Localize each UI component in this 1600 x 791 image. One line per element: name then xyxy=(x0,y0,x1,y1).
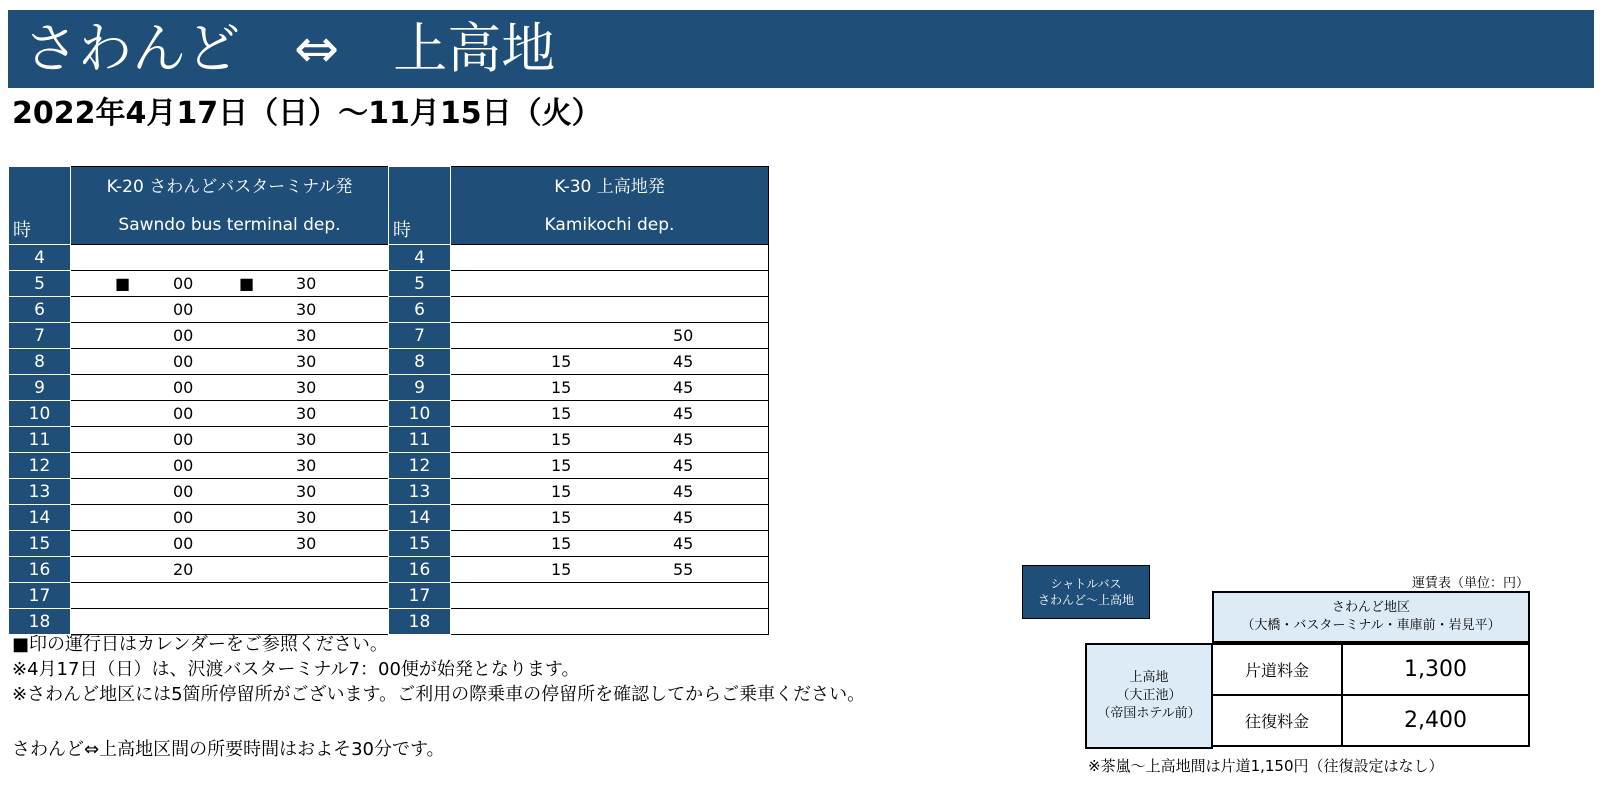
hour-cell: 7 xyxy=(389,323,451,349)
hour-label: 時 xyxy=(393,220,411,241)
hour-cell: 17 xyxy=(9,583,71,609)
fare-area-header xyxy=(1212,591,1530,643)
hour-cell: 12 xyxy=(9,453,71,479)
table-row xyxy=(9,531,389,557)
departure-minute: 00 xyxy=(173,378,194,397)
departure-minute: 15 xyxy=(551,430,572,449)
note-line: ※4月17日（日）は、沢渡バスターミナル7：00便が始発となります。 xyxy=(12,659,580,680)
operation-marker: ■ xyxy=(115,274,131,293)
hour-cell: 10 xyxy=(389,401,451,427)
hour-cell: 6 xyxy=(9,297,71,323)
area-line2: （大橋・バスターミナル・車庫前・岩見平） xyxy=(1241,618,1501,633)
fare-caption: 運賃表（単位：円） xyxy=(1412,576,1530,591)
dest-line2: （大正池） xyxy=(1116,688,1182,703)
table-row xyxy=(9,271,389,297)
hour-cell: 8 xyxy=(389,349,451,375)
minutes-cell xyxy=(451,531,769,557)
minutes-cell xyxy=(71,375,389,401)
hour-cell: 14 xyxy=(9,505,71,531)
round-trip-value: 2,400 xyxy=(1404,708,1467,733)
travel-time-note: さわんど⇔上高地区間の所要時間はおよそ30分です。 xyxy=(12,739,445,760)
departure-minute: 15 xyxy=(551,456,572,475)
departure-minute: 30 xyxy=(296,534,317,553)
departure-minute: 00 xyxy=(173,482,194,501)
table-row xyxy=(389,349,769,375)
timetable-sawando-departure xyxy=(8,166,389,635)
departure-minute: 20 xyxy=(173,560,194,579)
table-row xyxy=(389,323,769,349)
table-row xyxy=(389,557,769,583)
page-title: さわんど ⇔ 上高地 xyxy=(24,17,556,80)
hour-cell: 14 xyxy=(389,505,451,531)
minutes-cell xyxy=(451,271,769,297)
table-row xyxy=(389,505,769,531)
hour-cell: 9 xyxy=(9,375,71,401)
round-trip-label: 往復料金 xyxy=(1213,696,1343,745)
minutes-cell xyxy=(71,297,389,323)
minutes-cell xyxy=(451,401,769,427)
departure-minute: 00 xyxy=(173,274,194,293)
hour-cell: 18 xyxy=(9,609,71,635)
departure-minute: 30 xyxy=(296,300,317,319)
departure-minute: 30 xyxy=(296,430,317,449)
table-row xyxy=(9,479,389,505)
table-row xyxy=(9,349,389,375)
table-row xyxy=(9,401,389,427)
departure-minute: 30 xyxy=(296,456,317,475)
departure-minute: 45 xyxy=(673,534,694,553)
departure-minute: 30 xyxy=(296,508,317,527)
departure-minute: 30 xyxy=(296,404,317,423)
table-row xyxy=(9,453,389,479)
departure-minute: 45 xyxy=(673,456,694,475)
hour-header xyxy=(9,167,71,245)
departure-minute: 00 xyxy=(173,404,194,423)
table-row xyxy=(9,323,389,349)
departure-minute: 00 xyxy=(173,508,194,527)
one-way-label: 片道料金 xyxy=(1213,645,1343,694)
minutes-cell xyxy=(71,427,389,453)
table-row xyxy=(9,609,389,635)
departure-minute: 45 xyxy=(673,378,694,397)
minutes-cell xyxy=(451,505,769,531)
hour-cell: 6 xyxy=(389,297,451,323)
table-row xyxy=(389,401,769,427)
table-row xyxy=(9,375,389,401)
operation-marker: ■ xyxy=(239,274,255,293)
minutes-cell xyxy=(451,479,769,505)
minutes-cell xyxy=(71,349,389,375)
minutes-cell xyxy=(451,323,769,349)
hour-cell: 18 xyxy=(389,609,451,635)
departure-minute: 30 xyxy=(296,352,317,371)
departure-minute: 45 xyxy=(673,430,694,449)
departure-minute: 30 xyxy=(296,326,317,345)
departure-minute: 45 xyxy=(673,352,694,371)
departure-minute: 45 xyxy=(673,508,694,527)
table-row xyxy=(9,583,389,609)
minutes-cell xyxy=(451,349,769,375)
hour-cell: 10 xyxy=(9,401,71,427)
table-row xyxy=(389,271,769,297)
hour-cell: 5 xyxy=(389,271,451,297)
departure-minute: 15 xyxy=(551,508,572,527)
heading-ja: K-30 上高地発 xyxy=(554,176,665,197)
heading-ja: K-20 さわんどバスターミナル発 xyxy=(106,176,353,197)
departure-minute: 15 xyxy=(551,482,572,501)
shuttle-line1: シャトルバス xyxy=(1050,577,1122,591)
hour-cell: 7 xyxy=(9,323,71,349)
departure-minute: 00 xyxy=(173,534,194,553)
minutes-cell xyxy=(451,375,769,401)
shuttle-bus-label xyxy=(1022,565,1150,619)
heading-en: Sawndo bus terminal dep. xyxy=(118,214,341,235)
departure-minute: 00 xyxy=(173,430,194,449)
one-way-value: 1,300 xyxy=(1404,657,1467,682)
shuttle-line2: さわんど～上高地 xyxy=(1037,593,1134,607)
table-row xyxy=(389,531,769,557)
fare-row-round-trip xyxy=(1211,694,1530,747)
departure-minute: 15 xyxy=(551,534,572,553)
hour-cell: 11 xyxy=(9,427,71,453)
date-range: 2022年4月17日（日）～11月15日（火） xyxy=(12,96,602,131)
hour-header xyxy=(389,167,451,245)
minutes-cell xyxy=(451,297,769,323)
minutes-cell xyxy=(71,401,389,427)
minutes-cell xyxy=(71,479,389,505)
area-line1: さわんど地区 xyxy=(1331,600,1410,615)
departure-minute: 30 xyxy=(296,482,317,501)
minutes-cell xyxy=(451,583,769,609)
minutes-cell xyxy=(451,453,769,479)
minutes-cell xyxy=(71,531,389,557)
departure-minute: 00 xyxy=(173,456,194,475)
table-row xyxy=(389,427,769,453)
minutes-cell xyxy=(71,245,389,271)
minutes-cell xyxy=(451,609,769,635)
hour-cell: 17 xyxy=(389,583,451,609)
fare-row-one-way xyxy=(1211,643,1530,696)
table-header xyxy=(9,167,389,245)
note-line: ■印の運行日はカレンダーをご参照ください。 xyxy=(12,634,388,655)
minutes-cell xyxy=(71,557,389,583)
table-row xyxy=(389,245,769,271)
dest-line1: 上高地 xyxy=(1129,670,1169,685)
table-row xyxy=(389,583,769,609)
hour-cell: 15 xyxy=(9,531,71,557)
minutes-cell xyxy=(451,427,769,453)
table-row xyxy=(389,479,769,505)
table-row xyxy=(9,557,389,583)
hour-cell: 11 xyxy=(389,427,451,453)
table-row xyxy=(389,375,769,401)
title-banner xyxy=(8,10,1594,88)
note-line: ※さわんど地区には5箇所停留所がございます。ご利用の際乗車の停留所を確認してからご乗車ください。 xyxy=(12,684,866,705)
departure-minute: 00 xyxy=(173,352,194,371)
heading-cell xyxy=(71,167,389,245)
timetable-kamikochi-departure xyxy=(388,166,769,635)
hour-cell: 12 xyxy=(389,453,451,479)
departure-minute: 50 xyxy=(673,326,694,345)
departure-minute: 55 xyxy=(673,560,694,579)
minutes-cell xyxy=(451,245,769,271)
table-row xyxy=(9,297,389,323)
hour-cell: 4 xyxy=(9,245,71,271)
table-header xyxy=(389,167,769,245)
minutes-cell xyxy=(71,609,389,635)
minutes-cell xyxy=(71,453,389,479)
minutes-cell xyxy=(71,271,389,297)
departure-minute: 15 xyxy=(551,560,572,579)
departure-minute: 15 xyxy=(551,378,572,397)
hour-cell: 13 xyxy=(389,479,451,505)
table-row xyxy=(9,245,389,271)
dest-line3: （帝国ホテル前） xyxy=(1097,706,1201,721)
hour-cell: 15 xyxy=(389,531,451,557)
heading-en: Kamikochi dep. xyxy=(544,214,675,235)
departure-minute: 15 xyxy=(551,352,572,371)
fare-destination xyxy=(1085,643,1213,749)
table-row xyxy=(9,427,389,453)
table-row xyxy=(9,505,389,531)
table-row xyxy=(389,297,769,323)
minutes-cell xyxy=(71,505,389,531)
minutes-cell xyxy=(71,323,389,349)
heading-cell xyxy=(451,167,769,245)
table-row xyxy=(389,453,769,479)
departure-minute: 45 xyxy=(673,404,694,423)
hour-label: 時 xyxy=(13,220,31,241)
hour-cell: 13 xyxy=(9,479,71,505)
hour-cell: 16 xyxy=(389,557,451,583)
minutes-cell xyxy=(451,557,769,583)
notes xyxy=(12,632,865,707)
departure-minute: 45 xyxy=(673,482,694,501)
hour-cell: 16 xyxy=(9,557,71,583)
hour-cell: 4 xyxy=(389,245,451,271)
departure-minute: 15 xyxy=(551,404,572,423)
departure-minute: 00 xyxy=(173,300,194,319)
fare-note: ※茶嵐～上高地間は片道1,150円（往復設定はなし） xyxy=(1088,757,1444,775)
hour-cell: 9 xyxy=(389,375,451,401)
table-row xyxy=(389,609,769,635)
minutes-cell xyxy=(71,583,389,609)
departure-minute: 30 xyxy=(296,378,317,397)
hour-cell: 8 xyxy=(9,349,71,375)
departure-minute: 00 xyxy=(173,326,194,345)
departure-minute: 30 xyxy=(296,274,317,293)
hour-cell: 5 xyxy=(9,271,71,297)
